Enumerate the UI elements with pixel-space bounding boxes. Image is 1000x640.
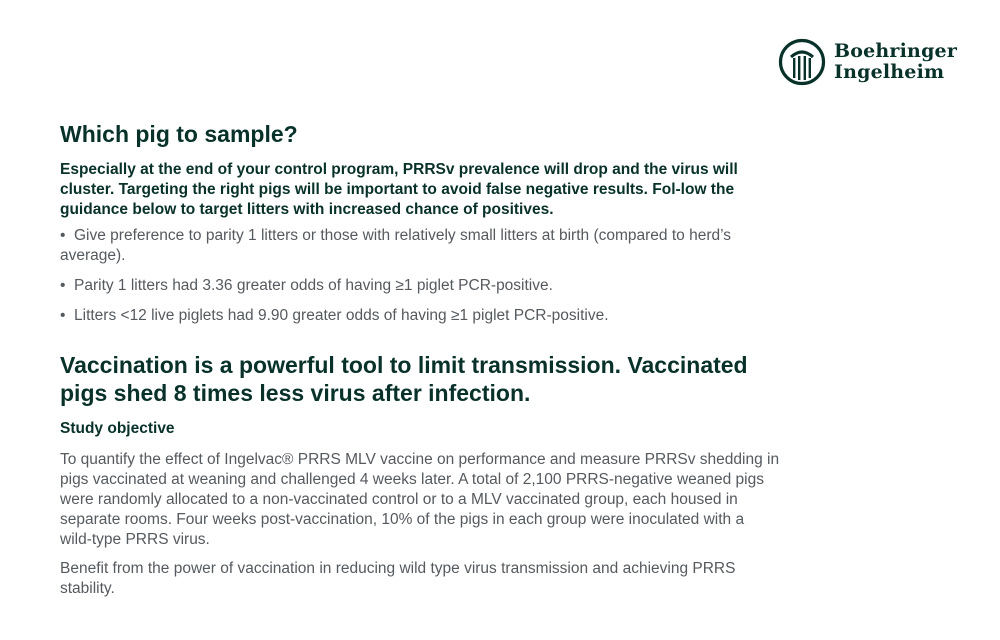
- list-item-text: Parity 1 litters had 3.36 greater odds of having ≥1 piglet PCR-positive.: [74, 277, 553, 294]
- section-title-sampling: Which pig to sample?: [60, 121, 298, 147]
- section-title-vaccination: Vaccination is a powerful tool to limit transmission. Vaccinated pigs shed 8 times less virus after infection.: [60, 352, 748, 406]
- list-item: [60, 226, 780, 266]
- sampling-intro: Especially at the end of your control program, PRRSv prevalence will drop and the virus will cluster. Targeting the right pigs will be important to avoid false negative results. Fol-low the guidance below to target litters with increased chance of positives.: [60, 161, 738, 218]
- document-content: [60, 120, 780, 599]
- study-objective-heading: Study objective: [60, 420, 175, 437]
- logo-wordmark: [834, 41, 957, 83]
- list-item: [60, 276, 780, 296]
- sampling-guidance-list: [60, 226, 780, 326]
- benefit-paragraph: Benefit from the power of vaccination in reducing wild type virus transmission and achieving PRRS stability.: [60, 560, 736, 597]
- study-objective-paragraph: To quantify the effect of Ingelvac® PRRS MLV vaccine on performance and measure PRRSv shedding in pigs vaccinated at weaning and challenged 4 weeks later. A total of 2,100 PRRS-negative weaned pigs were randomly allocated to a non-vaccinated control or to a MLV vaccinated group, each housed in separate rooms. Four weeks post-vaccination, 10% of the pigs in each group were inoculated with a wild-type PRRS virus.: [60, 451, 780, 548]
- company-logo: [778, 38, 957, 86]
- bullet-icon: •: [60, 227, 66, 244]
- bullet-icon: •: [60, 277, 66, 294]
- list-item-text: Litters <12 live piglets had 9.90 greater odds of having ≥1 piglet PCR-positive.: [74, 307, 609, 324]
- bullet-icon: •: [60, 307, 66, 324]
- list-item-text: Give preference to parity 1 litters or those with relatively small litters at birth (compared to herd’s average).: [60, 227, 732, 264]
- boehringer-ingelheim-logo-icon: [778, 38, 826, 86]
- logo-line-1: Boehringer: [834, 40, 958, 62]
- logo-line-2: Ingelheim: [834, 61, 945, 83]
- list-item: [60, 306, 780, 326]
